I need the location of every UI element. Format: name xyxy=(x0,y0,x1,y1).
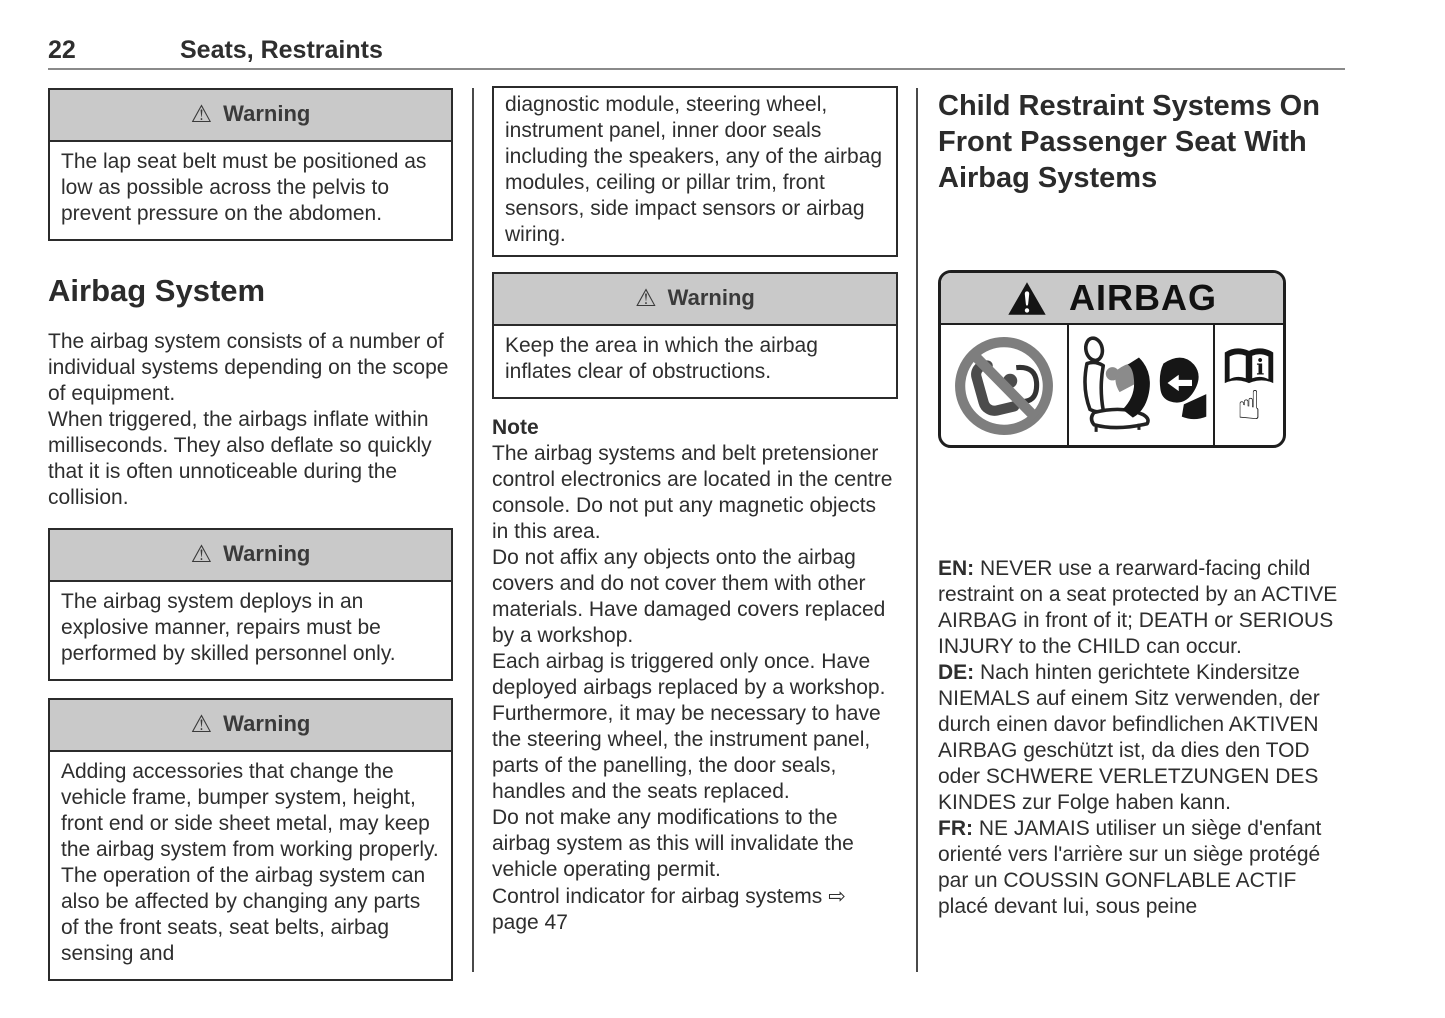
warning-header xyxy=(50,90,451,142)
airbag-system-para-2: When triggered, the airbags inflate within milliseconds. They also deflate so quickly that it is often unnoticeable during the collision. xyxy=(48,408,432,509)
note-para-1: The airbag systems and belt pretensioner control electronics are located in the centre console. Do not put any magnetic objects in this area. xyxy=(492,442,893,543)
note-para-3: Each airbag is triggered only once. Have deployed airbags replaced by a workshop. Furthermore, it may be necessary to have the steering wheel, the instrument panel, parts of the panelling, the door seals, handles and the seats replaced. xyxy=(492,650,886,803)
airbag-system-heading: Airbag System xyxy=(48,273,266,308)
warning-text-fr-body: NE JAMAIS utiliser un siège d'enfant orienté vers l'arrière sur un siège protégé par un COUSSIN GONFLABLE ACTIF placé devant lui, sous peine xyxy=(938,817,1322,918)
warning-label: Warning xyxy=(223,711,311,736)
warning-label: Warning xyxy=(667,285,755,310)
airbag-deployment-child-seat-icon xyxy=(1069,325,1215,446)
lang-label-de: DE: xyxy=(938,661,975,684)
warning-box-keep-clear xyxy=(492,272,898,399)
note-para-2: Do not affix any objects onto the airbag covers and do not cover them with other materials. Have damaged covers replaced by a workshop. xyxy=(492,546,886,647)
warning-text-en-body: NEVER use a rearward-facing child restraint on a seat protected by an ACTIVE AIRBAG in front of it; DEATH or SERIOUS INJURY to the CHILD can occur. xyxy=(938,557,1338,658)
no-rear-facing-child-seat-icon xyxy=(941,325,1069,446)
column-2 xyxy=(492,86,898,936)
airbag-label-header xyxy=(941,273,1283,325)
warning-text-de xyxy=(938,660,1346,816)
page-number: 22 xyxy=(48,36,76,64)
warning-triangle-icon: ⚠ xyxy=(190,540,213,568)
child-restraint-heading: Child Restraint Systems On Front Passenger Seat With Airbag Systems xyxy=(938,90,1320,194)
warning-header xyxy=(50,530,451,582)
info-book-icon xyxy=(1223,346,1275,388)
airbag-label-title: AIRBAG xyxy=(1069,277,1217,318)
warning-text-fr xyxy=(938,816,1346,920)
section-title: Seats, Restraints xyxy=(180,36,383,64)
airbag-warning-label-image xyxy=(938,270,1286,448)
page-header xyxy=(48,36,1345,70)
warning-body: Adding accessories that change the vehicle frame, bumper system, height, front end or side sheet metal, may keep the airbag system from working properly. The operation of the airbag system can also be affected by changing any parts of the front seats, seat belts, airbag sensing and xyxy=(61,760,439,965)
warning-text-de-body: Nach hinten gerichtete Kindersitze NIEMALS auf einem Sitz verwenden, der durch einen davor befindlichen AKTIVEN AIRBAG geschützt ist, da dies den TOD oder SCHWERE VERLETZUNGEN DES KINDES zur Folge haben kann. xyxy=(938,661,1320,814)
cross-reference xyxy=(492,883,898,936)
warning-label: Warning xyxy=(223,541,311,566)
warning-box-explosive xyxy=(48,528,453,681)
warning-header xyxy=(50,700,451,752)
warning-box-lap-belt xyxy=(48,88,453,241)
note-para-4: Do not make any modifications to the airbag system as this will invalidate the vehicle operating permit. xyxy=(492,806,854,881)
warning-text-en xyxy=(938,556,1346,660)
cross-reference-page: page 47 xyxy=(492,911,568,934)
cross-reference-text: Control indicator for airbag systems xyxy=(492,885,823,908)
warning-triangle-icon: ⚠ xyxy=(190,710,213,738)
header-rule xyxy=(48,68,1345,70)
column-divider-1 xyxy=(472,88,474,972)
warning-body: The airbag system deploys in an explosive manner, repairs must be performed by skilled personnel only. xyxy=(61,590,396,665)
lang-label-fr: FR: xyxy=(938,817,973,840)
warning-body: Keep the area in which the airbag inflates clear of obstructions. xyxy=(505,334,818,383)
note-section xyxy=(492,415,898,936)
svg-text:i: i xyxy=(1256,353,1265,379)
warning-triangle-icon: ⚠ xyxy=(190,100,213,128)
warning-body: The lap seat belt must be positioned as low as possible across the pelvis to prevent pressure on the abdomen. xyxy=(61,150,427,225)
column-1 xyxy=(48,88,453,981)
note-label: Note xyxy=(492,416,539,439)
warning-box-accessories xyxy=(48,698,453,981)
owner-manual-reference-icon xyxy=(1215,325,1283,446)
lang-label-en: EN: xyxy=(938,557,975,580)
airbag-system-para-1: The airbag system consists of a number of individual systems depending on the scope of equipment. xyxy=(48,330,449,405)
warning-header xyxy=(494,274,896,326)
black-warning-triangle-icon xyxy=(1007,281,1047,316)
warning-box-accessories-continuation: diagnostic module, steering wheel, instrument panel, inner door seals including the speakers, any of the airbag modules, ceiling or pillar trim, front sensors, side impact sensors or airbag wiring. xyxy=(492,86,898,257)
pointing-hand-icon: ☝ xyxy=(1236,382,1262,429)
column-3 xyxy=(938,88,1346,920)
airbag-label-body xyxy=(941,325,1283,446)
multilingual-warning-block xyxy=(938,556,1346,920)
column-divider-2 xyxy=(916,88,918,972)
warning-label: Warning xyxy=(223,101,311,126)
arrow-right-icon: ⇨ xyxy=(828,884,846,908)
warning-triangle-icon: ⚠ xyxy=(635,284,657,312)
